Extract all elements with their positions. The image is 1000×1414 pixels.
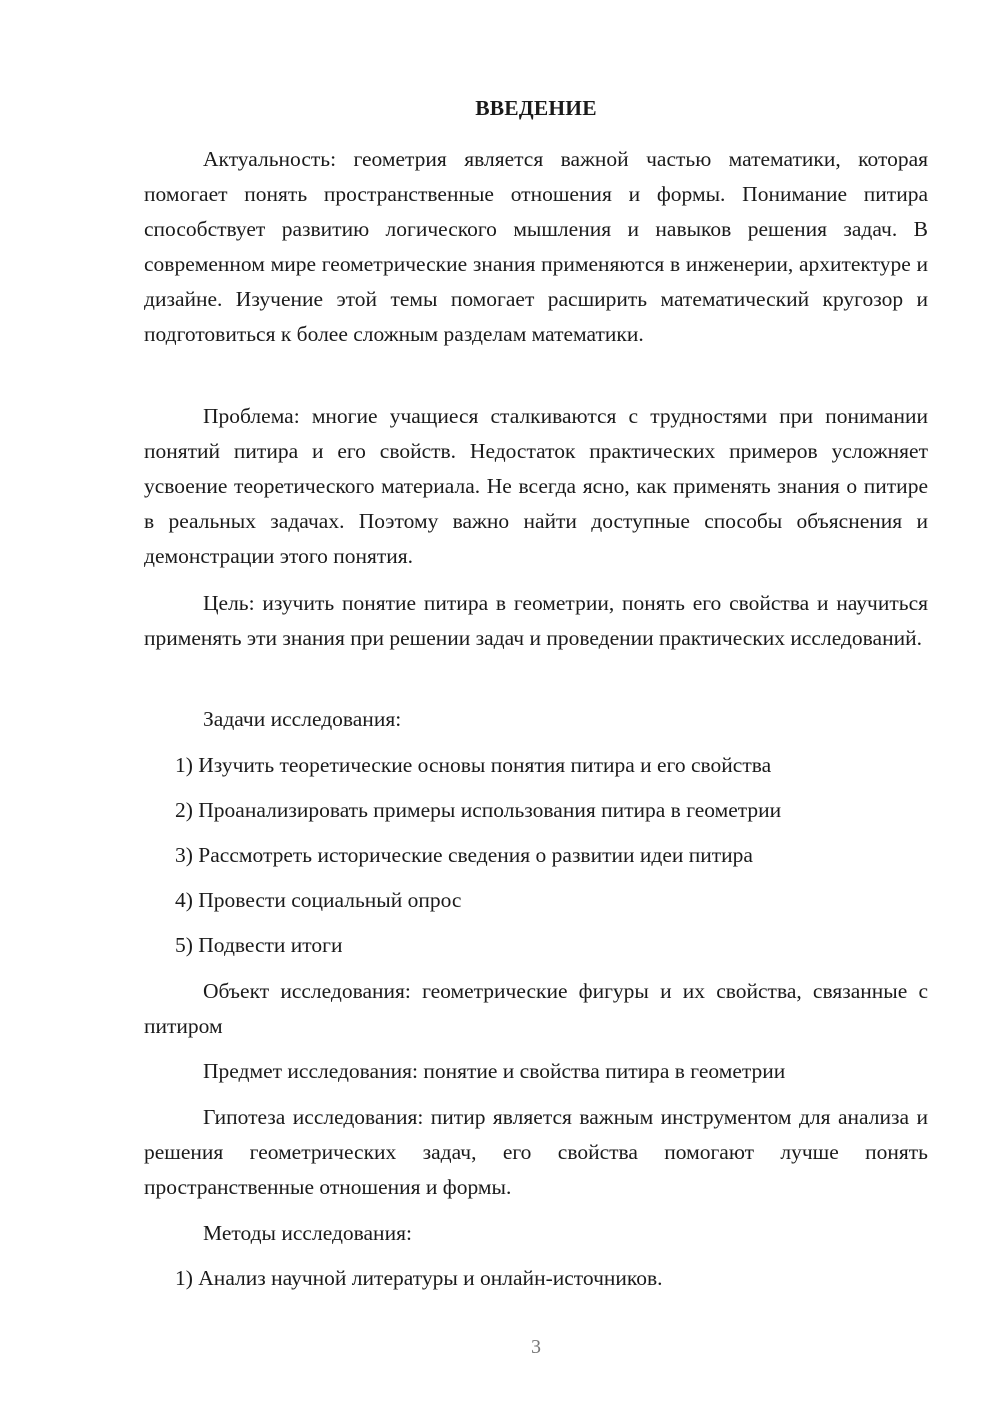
hypothesis-paragraph: Гипотеза исследования: питир является важным инструментом для анализа и решения геометрических задач, его свойства помогают лучше понять пространственные отношения и формы. — [144, 1105, 928, 1199]
task-item: 1) Изучить теоретические основы понятия питира и его свойства — [175, 753, 772, 777]
page-number: 3 — [531, 1336, 541, 1358]
subject-paragraph: Предмет исследования: понятие и свойства питира в геометрии — [203, 1059, 786, 1083]
goal-paragraph: Цель: изучить понятие питира в геометрии, понять его свойства и научиться применять эти знания при решении задач и проведении практических исследований. — [144, 591, 928, 650]
section-heading: ВВЕДЕНИЕ — [475, 96, 597, 120]
relevance-paragraph: Актуальность: геометрия является важной частью математики, которая помогает понять пространственные отношения и формы. Понимание питира способствует развитию логического мышления и навыков решения задач. В современном мире геометрические знания применяются в инженерии, архитектуре и дизайне. Изучение этой темы помогает расширить математический кругозор и подготовиться к более сложным разделам математики. — [144, 147, 928, 346]
task-item: 2) Проанализировать примеры использования питира в геометрии — [175, 798, 782, 822]
task-item: 5) Подвести итоги — [175, 933, 343, 957]
task-item: 4) Провести социальный опрос — [175, 888, 462, 912]
tasks-heading: Задачи исследования: — [203, 707, 402, 731]
problem-paragraph: Проблема: многие учащиеся сталкиваются с трудностями при понимании понятий питира и его свойств. Недостаток практических примеров усложняет усвоение теоретического материала. Не всегда ясно, как применять знания о питире в реальных задачах. Поэтому важно найти доступные способы объяснения и демонстрации этого понятия. — [144, 404, 928, 568]
object-paragraph: Объект исследования: геометрические фигуры и их свойства, связанные с питиром — [144, 979, 928, 1038]
methods-heading: Методы исследования: — [203, 1221, 412, 1245]
task-item: 3) Рассмотреть исторические сведения о развитии идеи питира — [175, 843, 753, 867]
method-item: 1) Анализ научной литературы и онлайн-источников. — [175, 1266, 663, 1290]
